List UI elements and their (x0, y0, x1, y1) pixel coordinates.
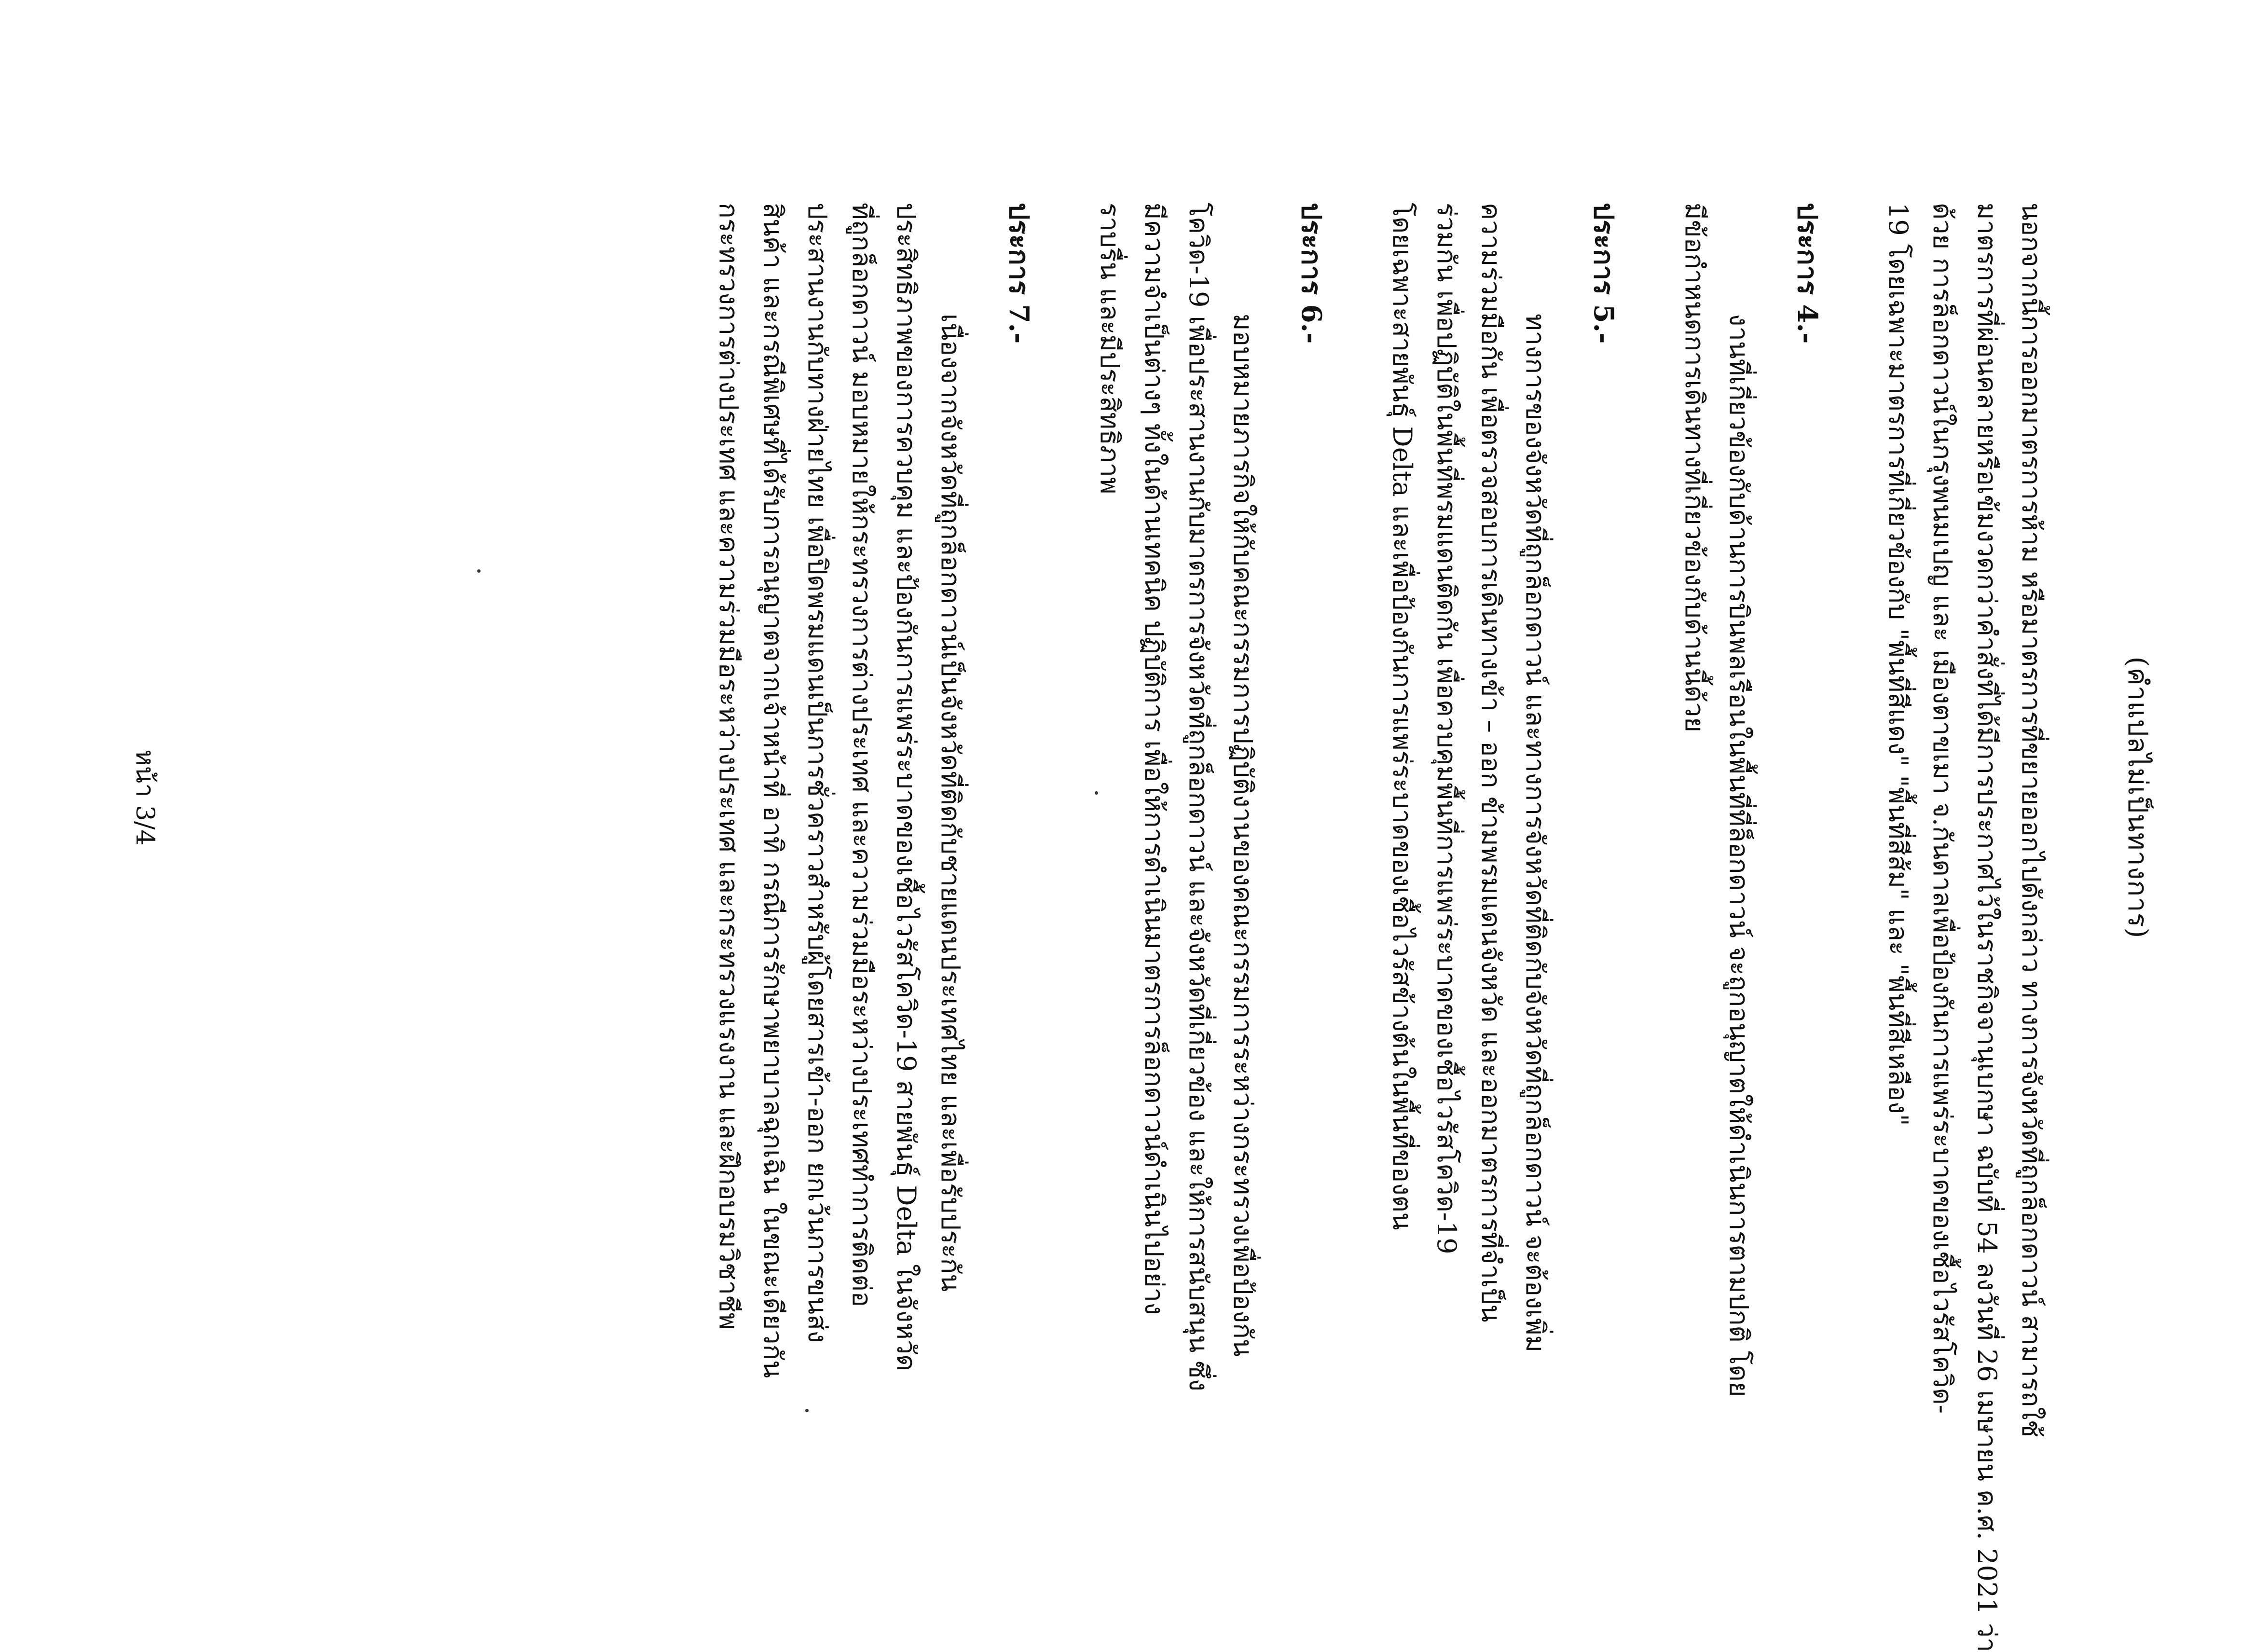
intro-line: นอกจากนี้การออกมาตรการห้าม หรือมาตรการที่ขยายออกไปดังกล่าว ทางการจังหวัดที่ถูกล็อกดาวน์ สามารถใช้ (2016, 203, 2047, 1438)
scan-speck (805, 1409, 809, 1412)
unofficial-translation-header: (คำแปลไม่เป็นทางการ) (2122, 656, 2153, 939)
section-4 (1672, 203, 1830, 1399)
scan-speck (1095, 791, 1098, 795)
intro-line: มาตรการที่ผ่อนคลายหรือเข้มงวดกว่าคำสั่งที่ได้มีการประกาศไว้ในราชกิจจานุเบกษา ฉบับที่ 54 ลงวันที่ 26 เมษายน ค.ศ. 2021 ว่า (1972, 203, 2002, 1652)
section-line: โควิด-19 เพื่อประสานงานกับมาตรการจังหวัดที่ถูกล็อกดาวน์ และจังหวัดที่เกี่ยวข้อง และให้การสนับสนุน ซึ่ง (1183, 203, 1214, 1391)
section-line: ร่วมกัน เพื่อปฏิบัติในพื้นที่พรมแดนติดกัน เพื่อควบคุมพื้นที่การแพร่ระบาดของเชื้อไวรัสโควิด-19 (1431, 203, 1462, 1254)
section-7 (706, 203, 1041, 1399)
section-line: กระทรวงการต่างประเทศ และความร่วมมือระหว่างประเทศ และกระทรวงแรงงาน และฝึกอบรมวิชาชีพ (714, 203, 744, 1330)
intro-line: ด้วย การล็อกดาวน์ในกรุงพนมเปญ และ เมืองตาขเมา จ.กันดาลเพื่อป้องกันการแพร่ระบาดของเชื้อไวรัสโควิด- (1927, 203, 1958, 1414)
section-line: ที่ถูกล็อกดาวน์ มอบหมายให้กระทรวงการต่างประเทศ และความร่วมมือระหว่างประเทศทำการติดต่อ (847, 203, 877, 1307)
document-body (660, 203, 2053, 1652)
section-line: เนื่องจากจังหวัดที่ถูกล็อกดาวน์เป็นจังหวัดที่ติดกับชายแดนประเทศไทย และเพื่อรับประกัน (935, 314, 966, 1292)
section-line: มีข้อกำหนดการเดินทางที่เกี่ยวข้องกับด้านนี้ด้วย (1679, 203, 1710, 732)
section-heading: ประการ 4.- (1791, 203, 1823, 344)
section-heading: ประการ 5.- (1588, 203, 1620, 344)
section-line: มีความจำเป็นต่างๆ ทั้งในด้านเทคนิค ปฏิบัติการ เพื่อให้การดำเนินมาตรการล็อกดาวน์ดำเนินไปอย่าง (1139, 203, 1169, 1315)
section-line: สินค้า และกรณีพิเศษที่ได้รับการอนุญาตจากเจ้าหน้าที่ อาทิ กรณีการรักษาพยาบาลฉุกเฉิน ในขณะเดียวกัน (758, 203, 788, 1378)
intro-line: 19 โดยเฉพาะมาตรการที่เกี่ยวข้องกับ "พื้นที่สีแดง" "พื้นที่สีส้ม" และ "พื้นที่สีเหลือง" (1883, 203, 1913, 1126)
section-6 (1087, 203, 1334, 1399)
section-line: ความร่วมมือกัน เพื่อตรวจสอบการเดินทางเข้า – ออก ข้ามพรมแดนจังหวัด และออกมาตรการที่จำเป็น (1476, 203, 1506, 1322)
section-heading: ประการ 7.- (1003, 203, 1035, 344)
section-line: ทางการของจังหวัดที่ถูกล็อกดาวน์ และทางการจังหวัดที่ติดกับจังหวัดที่ถูกล็อกดาวน์ จะต้องเพิ่ม (1520, 314, 1551, 1353)
section-line: โดยเฉพาะสายพันธุ์ Delta และเพื่อป้องกันการแพร่ระบาดของเชื้อไวรัสข้างต้นในพื้นที่ของตน (1387, 203, 1417, 1230)
page-number: หน้า 3/4 (130, 749, 159, 846)
section-line: ราบรื่น และมีประสิทธิภาพ (1095, 203, 1125, 495)
section-line: มอบหมายภารกิจให้กับคณะกรรมการปฏิบัติงานของคณะกรรมการระหว่างกระทรวงเพื่อป้องกัน (1228, 314, 1258, 1357)
section-line: งานที่เกี่ยวข้องกับด้านการบินพลเรือนในพื้นที่ที่ล็อกดาวน์ จะถูกอนุญาตให้ดำเนินการตามปกติ โดย (1724, 314, 1754, 1397)
section-line: ประสิทธิภาพของการควบคุม และป้องกันการแพร่ระบาดของเชื้อไวรัสโควิด-19 สายพันธุ์ Delta ในจังหวัด (891, 203, 922, 1372)
intro-paragraph (1876, 203, 2053, 1652)
section-heading: ประการ 6.- (1295, 203, 1327, 344)
section-5 (1380, 203, 1626, 1399)
section-line: ประสานงานกับทางฝ่ายไทย เพื่อปิดพรมแดนเป็นการชั่วคราวสำหรับผู้โดยสารเข้า-ออก ยกเว้นการขนส่ง (802, 203, 833, 1343)
scan-speck (477, 569, 481, 573)
